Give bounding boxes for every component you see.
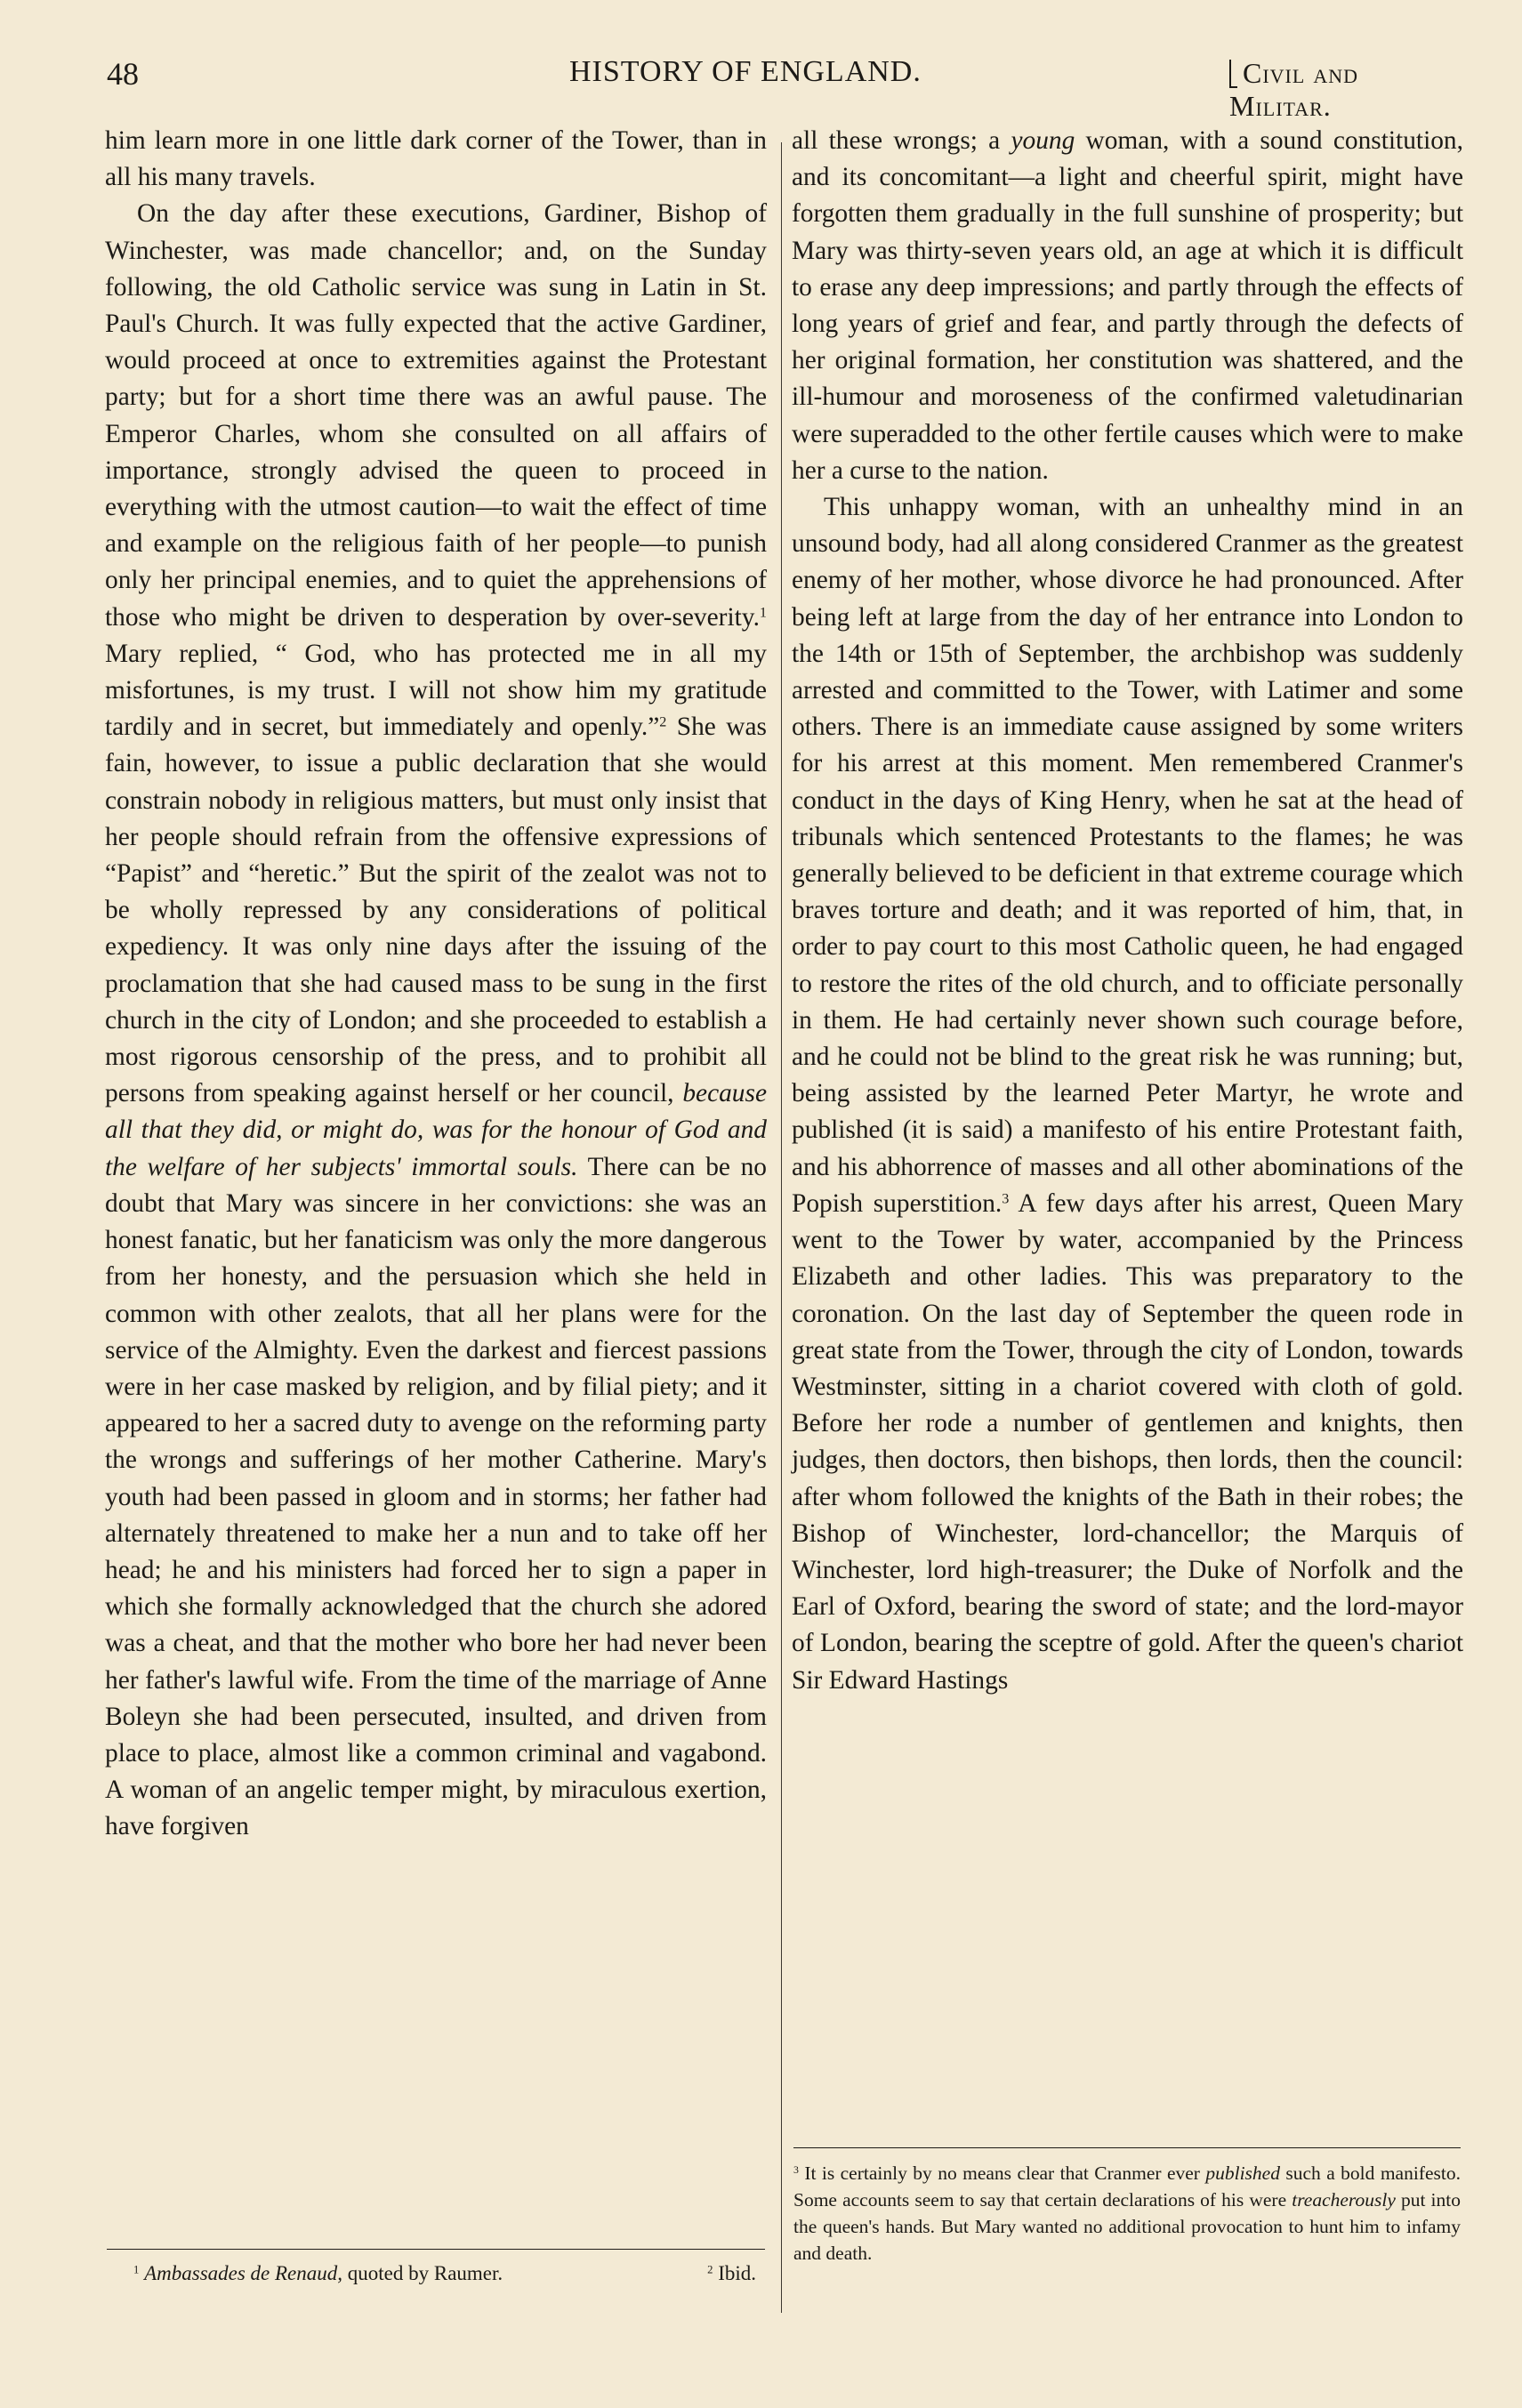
footnote-2-mark: 2 bbox=[707, 2263, 713, 2276]
footnote-3-part-b: such a bold manifesto. Some accounts seem to say that certain declarations of his were bbox=[793, 2162, 1461, 2211]
left-paragraph-2-part-c: She was fain, however, to issue a public declaration that she would constrain nobody in religious matters, but must only insist that her people should refrain from the offensive expressions of “Papist” and “heretic.” But the spirit of the zealot was not to be wholly repressed by any considerations of political expediency. It was only nine days after the issuing of the proclamation that she had caused mass to be sung in the first church in the city of London; and she proceeded to establish a most rigorous censorship of the press, and to prohibit all persons from speaking against herself or her council, bbox=[105, 713, 767, 1108]
footnote-ref-1[interactable]: 1 bbox=[759, 604, 767, 620]
bracket-mark-icon bbox=[1229, 60, 1237, 88]
footnote-1-italic: Ambassades de Renaud, bbox=[144, 2262, 343, 2284]
right-paragraph-1-part-b: woman, with a sound constitution, and its concomitant—a light and cheerful spirit, might have forgotten them gradually in the full sunshine of prosperity; but Mary was thirty-seven years old, an age at which it is difficult to erase any deep impressions; and partly through the effects of long years of grief and fear, and partly through the defects of her original formation, her constitution was shattered, and the ill-humour and moroseness of the confirmed valetudinarian were superadded to the other fertile causes which were to make her a curse to the nation. bbox=[792, 126, 1463, 485]
footnotes-right bbox=[793, 2160, 1461, 2267]
section-title-text: Civil and Militar. bbox=[1229, 57, 1358, 122]
left-paragraph-2-italic: because all that they did, or might do, was for the honour of God and the welfare of her subjects' immortal souls. bbox=[105, 1079, 767, 1181]
left-paragraph-1: him learn more in one little dark corner of the Tower, than in all his many travels. bbox=[105, 126, 767, 192]
right-paragraph-1-part-a: all these wrongs; a bbox=[792, 126, 1001, 155]
page-header bbox=[107, 55, 1459, 122]
footnote-2 bbox=[707, 2262, 756, 2285]
footnote-1-mark: 1 bbox=[133, 2263, 140, 2276]
right-column bbox=[792, 123, 1463, 1699]
footnote-3 bbox=[793, 2162, 1461, 2264]
footnote-3-italic-2: treacherously bbox=[1286, 2189, 1396, 2211]
right-paragraph-1 bbox=[792, 123, 1463, 489]
footnote-1-text: quoted by Raumer. bbox=[342, 2262, 503, 2284]
footnote-3-part-c: put into the queen's hands. But Mary wanted no additional provocation to hunt him to infamy and death. bbox=[793, 2189, 1461, 2264]
footnote-1 bbox=[133, 2262, 503, 2285]
right-paragraph-2-part-b: A few days after his arrest, Queen Mary went to the Tower by water, accompanied by the Princess Elizabeth and other ladies. This was preparatory to the coronation. On the last day of September the queen rode in great state from the Tower, through the city of London, towards Westminster, sitting in a chariot covered with cloth of gold. Before her rode a number of gentlemen and knights, then judges, then doctors, then bishops, then lords, then the council: after whom followed the knights of the Bath in their robes; the Bishop of Winchester, lord-chancellor; the Marquis of Winchester, lord high-treasurer; the Duke of Norfolk and the Earl of Oxford, bearing the sword of state; and the lord-mayor of London, bearing the sceptre of gold. After the queen's chariot Sir Edward Hastings bbox=[792, 1188, 1463, 1695]
footnote-3-part-a: It is certainly by no means clear that Cranmer ever bbox=[798, 2162, 1200, 2184]
left-paragraph-2-part-a: On the day after these executions, Gardiner, Bishop of Winchester, was made chancellor; and, on the Sunday following, the old Catholic service was sung in Latin in St. Paul's Church. It was fully expected that the active Gardiner, would proceed at once to extremities against the Protestant party; but for a short time there was an awful pause. The Emperor Charles, whom she consulted on all affairs of importance, strongly advised the queen to proceed in everything with the utmost caution—to wait the effect of time and example on the religious faith of her people—to punish only her principal enemies, and to quiet the apprehensions of those who might be driven to desperation by over-severity. bbox=[105, 199, 767, 632]
running-title: HISTORY OF ENGLAND. bbox=[569, 55, 922, 88]
footnotes-left bbox=[107, 2262, 765, 2285]
footnote-3-italic-1: published bbox=[1199, 2162, 1280, 2184]
right-paragraph-2-part-a: This unhappy woman, with an unhealthy mind in an unsound body, had all along considered Cranmer as the greatest enemy of her mother, whose divorce he had pronounced. After being left at large from the day of her entrance into London to the 14th or 15th of September, the archbishop was suddenly arrested and committed to the Tower, with Latimer and some others. There is an immediate cause assigned by some writers for his arrest at this moment. Men remembered Cranmer's conduct in the days of King Henry, when he sat at the head of tribunals which sentenced Protestants to the flames; he was generally believed to be deficient in that extreme courage which braves torture and death; and it was reported of him, that, in order to pay court to this most Catholic queen, he had engaged to restore the rites of the old church, and to officiate personally in them. He had certainly never shown such courage before, and he could not be blind to the great risk he was running; but, being assisted by the learned Peter Martyr, he wrote and published (it is said) a manifesto of his entire Protestant faith, and his abhorrence of masses and all other abominations of the Popish superstition. bbox=[792, 493, 1463, 1218]
footnote-2-text: Ibid. bbox=[718, 2262, 756, 2284]
right-paragraph-2 bbox=[792, 489, 1463, 1699]
footnote-divider-left bbox=[107, 2249, 765, 2250]
left-paragraph-2 bbox=[105, 196, 767, 1845]
page-number: 48 bbox=[107, 56, 139, 92]
column-divider bbox=[781, 142, 782, 2313]
left-paragraph-2-part-d: There can be no doubt that Mary was sincere in her convictions: she was an honest fanatic, but her fanaticism was only the more dangerous from her honesty, and the persuasion which she held in common with other zealots, that all her plans were for the service of the Almighty. Even the darkest and fiercest passions were in her case masked by religion, and by filial piety; and it appeared to her a sacred duty to avenge on the reforming party the wrongs and sufferings of her mother Catherine. Mary's youth had been passed in gloom and in storms; her father had alternately threatened to make her a nun and to take off her head; he and his ministers had forced her to sign a paper in which she formally acknowledged that the church she adored was a cheat, and that the mother who bore her had never been her father's lawful wife. From the time of the marriage of Anne Boleyn she had been persecuted, insulted, and driven from place to place, almost like a common criminal and vagabond. A woman of an angelic temper might, by miraculous exertion, have forgiven bbox=[105, 1152, 767, 1841]
footnote-3-mark: 3 bbox=[793, 2162, 799, 2176]
footnote-ref-3[interactable]: 3 bbox=[1002, 1191, 1010, 1207]
left-paragraph-2-part-b: Mary replied, “ God, who has protected me in all my misfortunes, is my trust. I will not show him my gratitude tardily and in secret, but immediately and openly.” bbox=[105, 639, 767, 742]
left-column bbox=[105, 123, 767, 1846]
right-paragraph-1-italic: young bbox=[1000, 126, 1075, 155]
footnote-ref-2[interactable]: 2 bbox=[659, 714, 667, 730]
section-title bbox=[1229, 57, 1459, 123]
footnote-row-1-2 bbox=[107, 2262, 756, 2285]
footnote-divider-right bbox=[793, 2147, 1461, 2148]
